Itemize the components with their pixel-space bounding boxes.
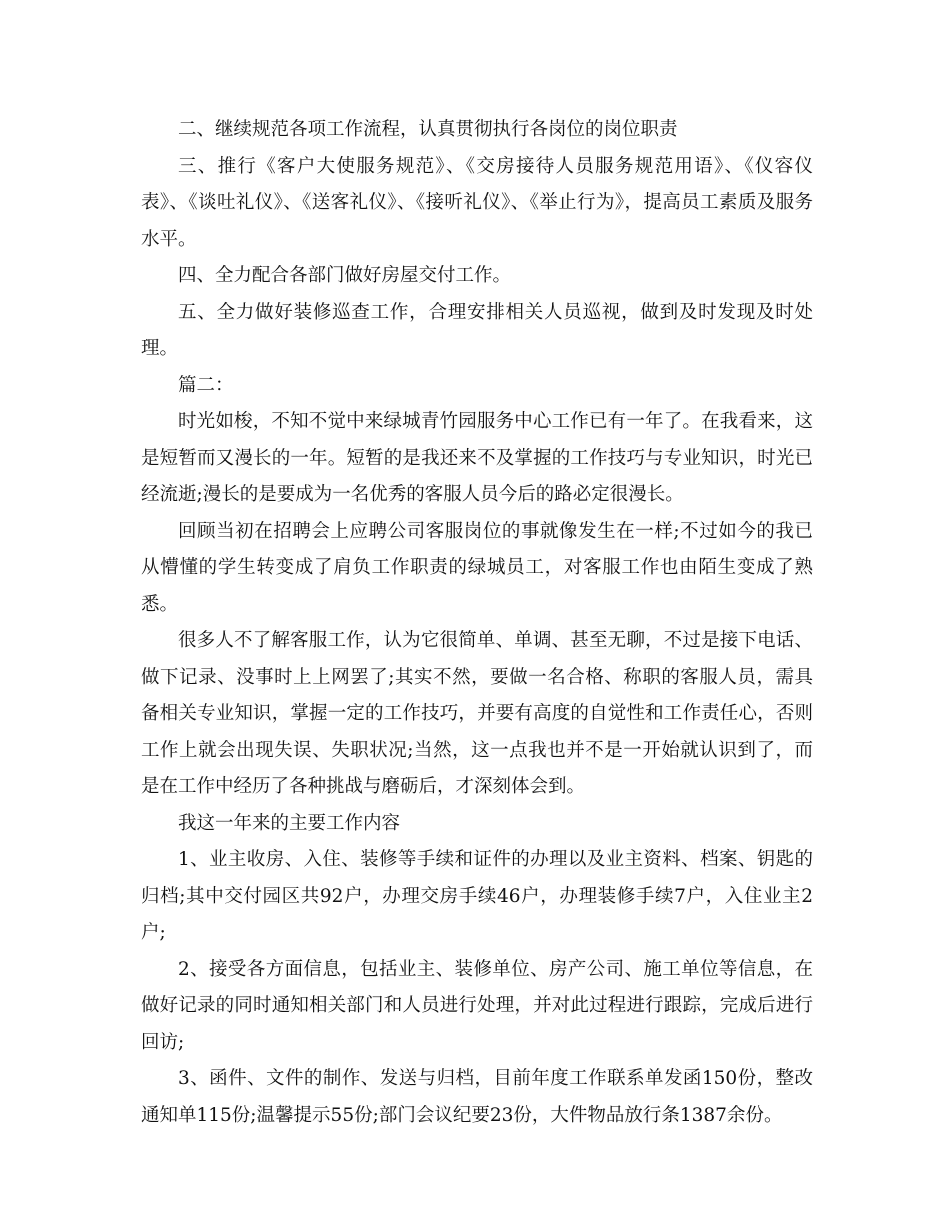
paragraph-customer-service: 很多人不了解客服工作，认为它很简单、单调、甚至无聊，不过是接下电话、做下记录、没事时上上网罢了;其实不然，要做一名合格、称职的客服人员，需具备相关专业知识，掌握一定的工作技巧，并要有高度的自觉性和工作责任心，否则工作上就会出现失误、失职状况;当然，这一点我也并不是一开始就认识到了，而是在工作中经历了各种挑战与磨砺后，才深刻体会到。: [141, 630, 813, 797]
paragraph-review: 回顾当初在招聘会上应聘公司客服岗位的事就像发生在一样;不过如今的我已从懵懂的学生转变成了肩负工作职责的绿城员工，对客服工作也由陌生变成了熟悉。: [141, 520, 813, 615]
paragraph-item-2: 二、继续规范各项工作流程，认真贯彻执行各岗位的岗位职责: [178, 119, 678, 140]
work-item-1: 1、业主收房、入住、装修等手续和证件的办理以及业主资料、档案、钥匙的归档;其中交付园区共92户，办理交房手续46户，办理装修手续7户，入住业主2户;: [141, 849, 813, 943]
paragraph-item-4: 四、全力配合各部门做好房屋交付工作。: [178, 265, 512, 286]
work-item-2: 2、接受各方面信息，包括业主、装修单位、房产公司、施工单位等信息，在做好记录的同时通知相关部门和人员进行处理，并对此过程进行跟踪，完成后进行回访;: [141, 958, 813, 1053]
document-body: [141, 112, 813, 1134]
section-heading-part-two: 篇二：: [178, 374, 234, 396]
work-item-3: 3、函件、文件的制作、发送与归档，目前年度工作联系单发函150份，整改通知单115份;温馨提示55份;部门会议纪要23份，大件物品放行条1387余份。: [141, 1068, 813, 1126]
paragraph-item-3: 三、推行《客户大使服务规范》、《交房接待人员服务规范用语》、《仪容仪表》、《谈吐礼仪》、《送客礼仪》、《接听礼仪》、《举止行为》，提高员工素质及服务水平。: [141, 155, 813, 250]
paragraph-intro: 时光如梭，不知不觉中来绿城青竹园服务中心工作已有一年了。在我看来，这是短暂而又漫长的一年。短暂的是我还来不及掌握的工作技巧与专业知识，时光已经流逝;漫长的是要成为一名优秀的客服人员今后的路必定很漫长。: [141, 411, 813, 505]
section-heading-main-work: 我这一年来的主要工作内容: [178, 812, 401, 834]
paragraph-item-5: 五、全力做好装修巡查工作，合理安排相关人员巡视，做到及时发现及时处理。: [141, 301, 813, 359]
